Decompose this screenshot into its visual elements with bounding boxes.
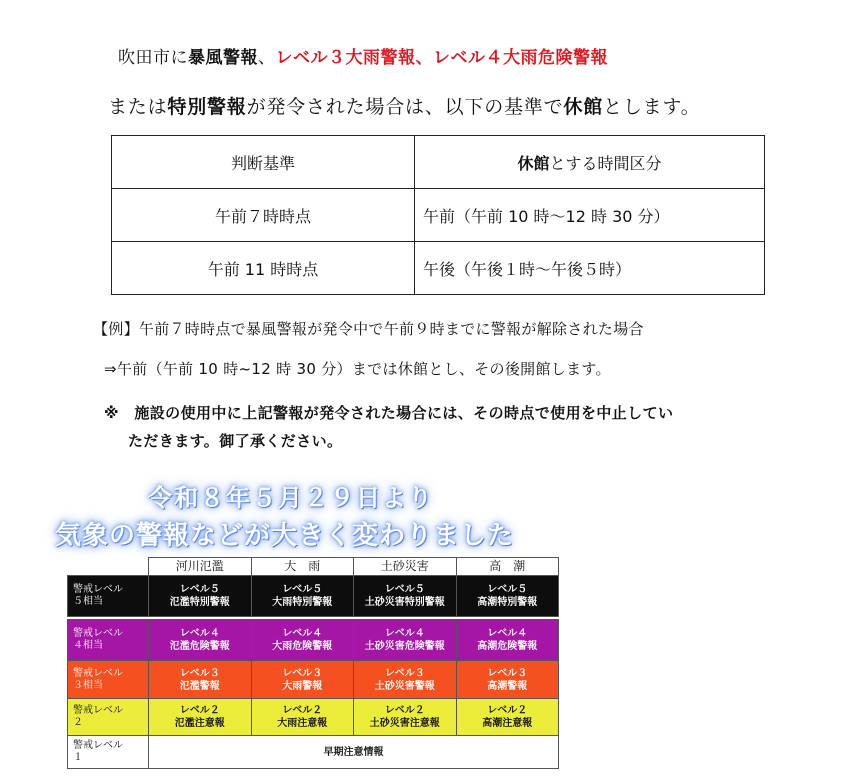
closure-period: 午後（午後１時～午後５時） <box>415 242 765 295</box>
warning-name: 大雨危険警報 <box>272 641 333 652</box>
header-heavy-rain: 大 雨 <box>251 558 354 576</box>
separator: 、 <box>258 48 276 68</box>
level-cell <box>354 620 457 661</box>
level-name: レベル３ <box>487 667 528 679</box>
header-closure-period <box>415 136 765 189</box>
level-label-line: 警戒レベル <box>73 584 123 595</box>
early-warning-info: 早期注意情報 <box>149 736 559 769</box>
warning-name: 高潮特別警報 <box>477 597 538 608</box>
example-line-1: 【例】午前７時時点で暴風警報が発令中で午前９時までに警報が解除された場合 <box>93 320 644 338</box>
warning-name: 大雨注意報 <box>277 718 328 729</box>
level-label-line: 警戒レベル <box>73 740 123 751</box>
closure-period: 午前（午前 10 時～12 時 30 分） <box>415 189 765 242</box>
level-label-line: ５相当 <box>73 596 103 607</box>
level-cell <box>251 661 354 699</box>
level-cell <box>456 576 559 617</box>
banner-line-1: 令和８年５月２９日より <box>148 484 434 512</box>
table-row <box>112 242 765 295</box>
level-cell <box>149 661 252 699</box>
level-name: レベル５ <box>384 584 425 595</box>
level-name: レベル２ <box>487 705 528 716</box>
level-name: レベル４ <box>384 628 425 639</box>
note-line-2: ただきます。御了承ください。 <box>128 432 343 450</box>
warning-name: 高潮警報 <box>487 680 528 692</box>
level3-warning-text: レベル３大雨警報 <box>275 48 416 68</box>
level-cell <box>354 699 457 736</box>
level-label-line: ３相当 <box>73 679 103 691</box>
header-river-flood: 河川氾濫 <box>149 558 252 576</box>
level-cell <box>354 576 457 617</box>
table-header-row <box>112 136 765 189</box>
level-cell <box>251 699 354 736</box>
level-name: レベル２ <box>282 705 323 716</box>
warning-name: 高潮危険警報 <box>477 641 538 652</box>
separator: 、 <box>415 48 433 68</box>
level-cell <box>149 620 252 661</box>
level-3-row <box>68 661 559 699</box>
note-line-1: ※ 施設の使用中に上記警報が発令された場合には、その時点で使用を中止してい <box>104 404 674 422</box>
banner-line-2: 気象の警報などが大きく変わりました <box>55 521 515 551</box>
level-label-line: 警戒レベル <box>73 667 123 679</box>
header-landslide: 土砂災害 <box>354 558 457 576</box>
level-cell <box>149 699 252 736</box>
criteria-time: 午前７時時点 <box>112 189 415 242</box>
level-4-row <box>68 620 559 661</box>
level-1-row <box>68 736 559 769</box>
level-label-line: ４相当 <box>73 640 103 651</box>
level-cell <box>251 576 354 617</box>
criteria-time: 午前 11 時時点 <box>112 242 415 295</box>
level-cell <box>456 620 559 661</box>
intro-line-2 <box>108 92 701 119</box>
level-label <box>68 736 149 769</box>
level-cell <box>456 661 559 699</box>
level-2-row <box>68 699 559 736</box>
table-row <box>112 189 765 242</box>
closed-text: 休館 <box>563 96 604 118</box>
announcement-banner <box>0 470 600 560</box>
example-line-2: ⇒午前（午前 10 時~12 時 30 分）までは休館とし、その後開館します。 <box>104 360 611 378</box>
intro-line-1 <box>118 43 608 68</box>
warning-name: 氾濫注意報 <box>174 718 225 729</box>
warning-name: 土砂災害注意報 <box>369 718 440 729</box>
intro-text: とします。 <box>603 96 701 118</box>
level-label-line: ２ <box>73 717 83 728</box>
level4-warning-text: レベル４大雨危険警報 <box>433 48 608 68</box>
level-table-header <box>68 558 559 576</box>
intro-text: または <box>108 96 168 118</box>
warning-name: 土砂災害特別警報 <box>364 597 445 608</box>
level-label <box>68 661 149 699</box>
level-name: レベル４ <box>179 628 220 639</box>
warning-name: 土砂災害警報 <box>374 680 435 692</box>
special-warning-text: 特別警報 <box>167 96 247 118</box>
warning-name: 氾濫危険警報 <box>169 641 230 652</box>
header-criteria: 判断基準 <box>112 136 415 189</box>
storm-warning-text: 暴風警報 <box>188 48 258 68</box>
closed-text: 休館 <box>517 153 550 173</box>
level-name: レベル３ <box>384 667 425 679</box>
level-name: レベル３ <box>179 667 220 679</box>
level-label <box>68 576 149 617</box>
level-name: レベル２ <box>179 705 220 716</box>
level-cell <box>251 620 354 661</box>
level-5-row <box>68 576 559 617</box>
closure-criteria-table <box>111 135 765 295</box>
level-name: レベル３ <box>282 667 323 679</box>
intro-text: が発令された場合は、以下の基準で <box>246 96 564 118</box>
level-label-line: 警戒レベル <box>73 628 123 639</box>
header-text: とする時間区分 <box>549 153 662 173</box>
warning-name: 高潮注意報 <box>482 718 533 729</box>
level-name: レベル５ <box>282 584 323 595</box>
level-label-line: 警戒レベル <box>73 705 123 716</box>
level-cell <box>456 699 559 736</box>
warning-name: 大雨警報 <box>282 680 323 692</box>
level-name: レベル４ <box>487 628 528 639</box>
header-corner <box>68 558 149 576</box>
warning-name: 氾濫警報 <box>179 680 220 692</box>
level-cell <box>354 661 457 699</box>
level-label <box>68 620 149 661</box>
warning-name: 氾濫特別警報 <box>169 597 230 608</box>
header-storm-surge: 高 潮 <box>456 558 559 576</box>
level-label <box>68 699 149 736</box>
warning-level-table <box>67 557 559 769</box>
warning-name: 大雨特別警報 <box>272 597 333 608</box>
level-label-line: １ <box>73 752 83 763</box>
intro-text: 吹田市に <box>118 48 188 68</box>
level-name: レベル２ <box>384 705 425 716</box>
level-cell <box>149 576 252 617</box>
level-name: レベル５ <box>487 584 528 595</box>
level-name: レベル４ <box>282 628 323 639</box>
warning-name: 土砂災害危険警報 <box>364 641 445 652</box>
level-name: レベル５ <box>179 584 220 595</box>
